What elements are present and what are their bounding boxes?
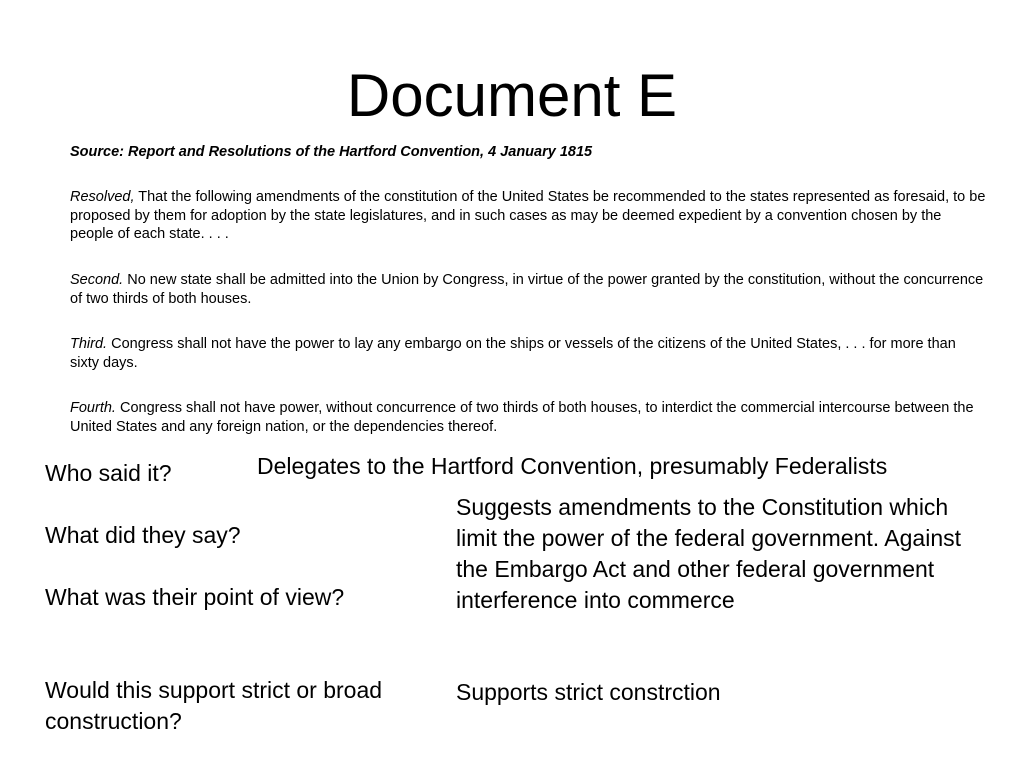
paragraph-lead: Fourth.	[70, 400, 116, 416]
page-title: Document E	[346, 62, 678, 129]
paragraph-resolved	[70, 188, 988, 244]
paragraph-lead: Third.	[70, 336, 108, 352]
answer-construction: Supports strict constrction	[456, 679, 721, 705]
document-source: Source: Report and Resolutions of the Hartford Convention, 4 January 1815	[70, 144, 593, 160]
paragraph-text: No new state shall be admitted into the Union by Congress, in virtue of the power granted by the constitution, without the concurrence of two thirds of both houses.	[70, 272, 984, 307]
paragraph-text: Congress shall not have power, without concurrence of two thirds of both houses, to interdict the commercial intercourse between the United States and any foreign nation, or the dependencies thereof.	[70, 400, 974, 435]
paragraph-text: That the following amendments of the constitution of the United States be recommended to the states represented as foresaid, to be proposed by them for adoption by the state legislatures, and in such cases as may be deemed expedient by a convention chosen by the people of each state. . . .	[70, 189, 986, 242]
question-what: What did they say?	[45, 522, 241, 548]
paragraph-fourth	[70, 399, 988, 436]
answer-what: Suggests amendments to the Constitution which limit the power of the federal government. Against the Embargo Act and other federal government interference into commerce	[456, 494, 962, 613]
paragraph-lead: Resolved,	[70, 189, 135, 205]
question-who: Who said it?	[45, 460, 172, 486]
paragraph-text: Congress shall not have the power to lay any embargo on the ships or vessels of the citizens of the United States, . . . for more than sixty days.	[70, 336, 956, 371]
paragraph-lead: Second.	[70, 272, 124, 288]
question-point-of-view: What was their point of view?	[45, 584, 345, 610]
paragraph-second	[70, 271, 988, 308]
question-construction: Would this support strict or broad construction?	[45, 677, 383, 734]
answer-who: Delegates to the Hartford Convention, presumably Federalists	[257, 453, 888, 479]
paragraph-third	[70, 335, 988, 372]
